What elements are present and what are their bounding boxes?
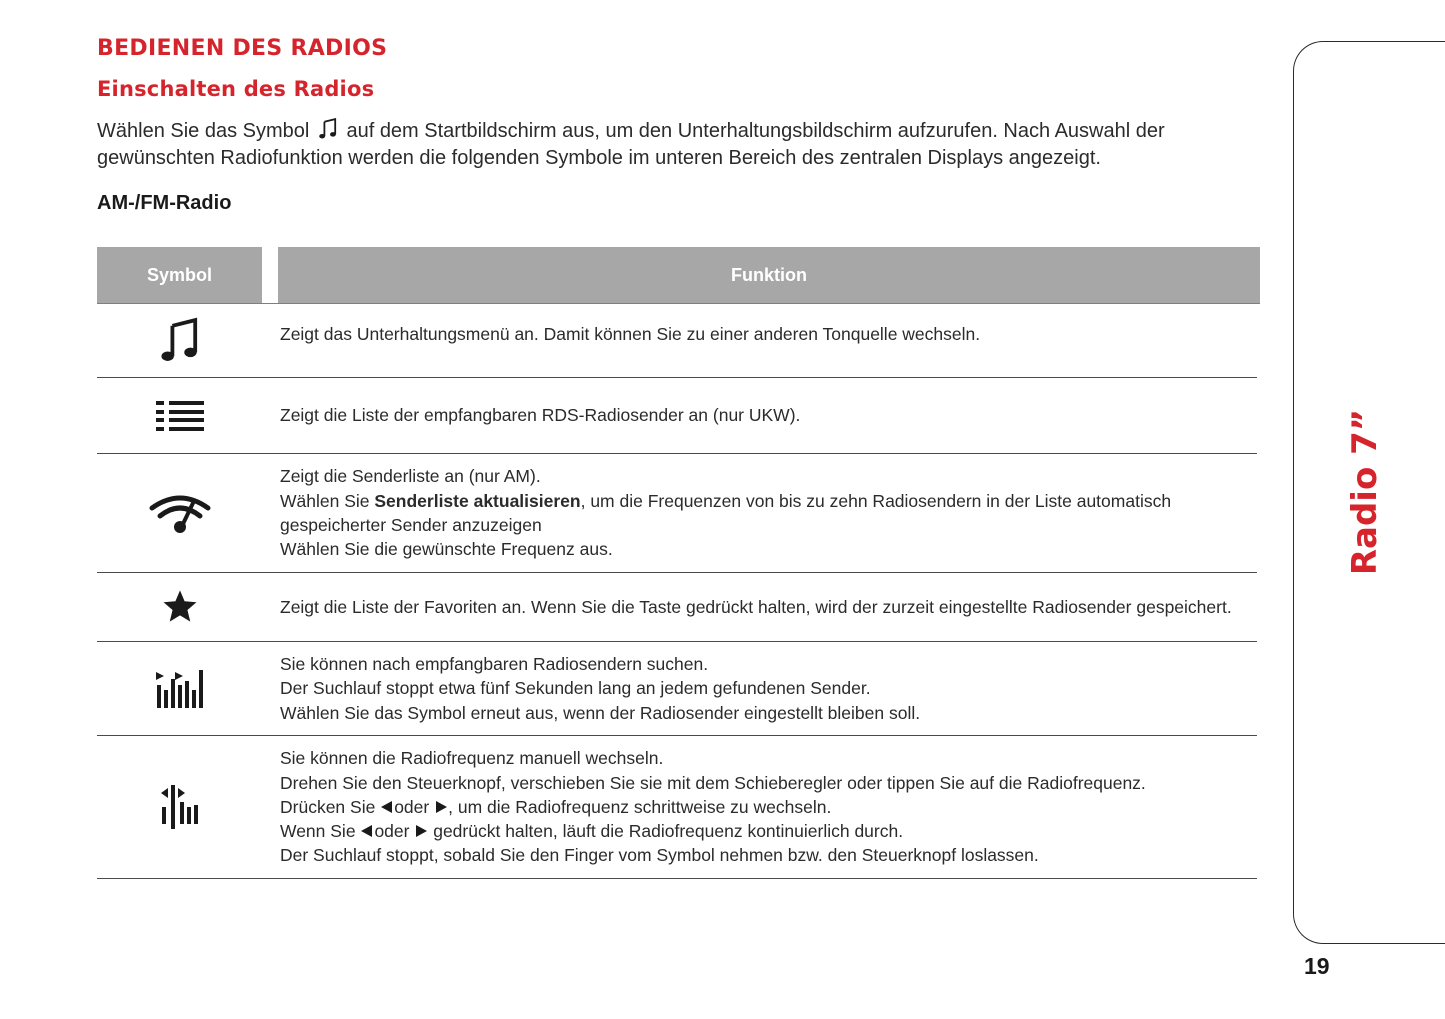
row-icon-cell (97, 304, 262, 377)
row-text-line (280, 795, 1257, 819)
arrow-left-icon (381, 801, 393, 813)
row-text-line: Der Suchlauf stoppt etwa fünf Sekunden lang an jedem gefundenen Sender. (280, 678, 871, 699)
table-header (97, 247, 1260, 304)
header-function: Funktion (278, 247, 1260, 303)
page-number: 19 (1304, 953, 1330, 979)
row-text-line (280, 489, 1257, 538)
row-icon-cell (97, 642, 262, 735)
sub-title: Einschalten des Radios (97, 77, 375, 101)
header-symbol: Symbol (97, 247, 262, 303)
text-segment: Drücken Sie (280, 796, 376, 817)
row-text-line: Zeigt die Liste der Favoriten an. Wenn Sie die Taste gedrückt halten, wird der zurzeit eingestellte Radiosender gespeichert. (280, 596, 1232, 617)
music-note-icon (319, 118, 337, 140)
row-icon-cell (97, 736, 262, 878)
row-text-line: Der Suchlauf stoppt, sobald Sie den Finger vom Symbol nehmen bzw. den Steuerknopf loslassen. (280, 845, 1039, 866)
table-row (97, 304, 1257, 378)
star-icon (161, 588, 199, 626)
seek-icon (156, 670, 204, 708)
intro-paragraph (97, 118, 1237, 172)
row-text-line: Zeigt die Senderliste an (nur AM). (280, 466, 541, 487)
table-row (97, 454, 1257, 573)
table-row (97, 378, 1257, 454)
row-text-line: Sie können die Radiofrequenz manuell wechseln. (280, 748, 664, 769)
section-heading: AM-/FM-Radio (97, 192, 232, 214)
intro-text-before: Wählen Sie das Symbol (97, 120, 310, 142)
row-icon-cell (97, 573, 262, 641)
text-segment: gedrückt halten, läuft die Radiofrequenz kontinuierlich durch. (433, 821, 904, 842)
row-text-cell (262, 573, 1257, 641)
row-text-line: Sie können nach empfangbaren Radiosendern suchen. (280, 654, 709, 675)
row-text-cell (262, 378, 1257, 453)
text-segment: , um die Frequenzen von bis zu zehn Radiosendern in der Liste automatisch gespeicherter Sender anzuzeigen (280, 490, 1172, 535)
row-text-line (280, 819, 1257, 843)
row-text-cell (262, 304, 1257, 377)
music-note-icon (161, 317, 199, 365)
row-text-line: Zeigt die Liste der empfangbaren RDS-Radiosender an (nur UKW). (280, 405, 801, 426)
symbol-table (97, 247, 1260, 879)
text-segment: Wenn Sie (280, 821, 356, 842)
arrow-right-icon (435, 801, 447, 813)
intro-text-after: auf dem Startbildschirm aus, um den Unterhaltungsbildschirm aufzurufen. Nach Auswahl der gewünschten Radiofunktion werden die folgenden Symbole im unteren Bereich des zentralen Displays angezeigt. (97, 120, 1165, 169)
bold-term: Senderliste aktualisieren (374, 490, 581, 511)
row-icon-cell (97, 454, 262, 572)
table-row (97, 573, 1257, 642)
table-row (97, 736, 1257, 879)
header-gap (262, 247, 278, 303)
row-text-cell (262, 736, 1257, 878)
row-text-line: Zeigt das Unterhaltungsmenü an. Damit können Sie zu einer anderen Tonquelle wechseln. (280, 324, 981, 344)
text-segment: oder (374, 821, 410, 842)
main-title: BEDIENEN DES RADIOS (97, 36, 388, 61)
row-text-line: Wählen Sie die gewünschte Frequenz aus. (280, 539, 613, 560)
row-text-cell (262, 454, 1257, 572)
manual-tune-icon (158, 785, 202, 829)
row-text-line: Wählen Sie das Symbol erneut aus, wenn der Radiosender eingestellt bleiben soll. (280, 702, 921, 723)
row-text-cell (262, 642, 1257, 735)
text-segment: , um die Radiofrequenz schrittweise zu wechseln. (448, 796, 832, 817)
station-list-icon (149, 492, 211, 534)
list-icon (156, 401, 204, 431)
row-icon-cell (97, 378, 262, 453)
text-segment: Wählen Sie (280, 490, 370, 511)
chapter-label: Radio 7” (1345, 408, 1385, 576)
table-row (97, 642, 1257, 736)
row-text-line: Drehen Sie den Steuerknopf, verschieben Sie sie mit dem Schieberegler oder tippen Sie auf die Radiofrequenz. (280, 772, 1146, 793)
text-segment: oder (394, 796, 430, 817)
arrow-left-icon (361, 825, 373, 837)
arrow-right-icon (415, 825, 427, 837)
